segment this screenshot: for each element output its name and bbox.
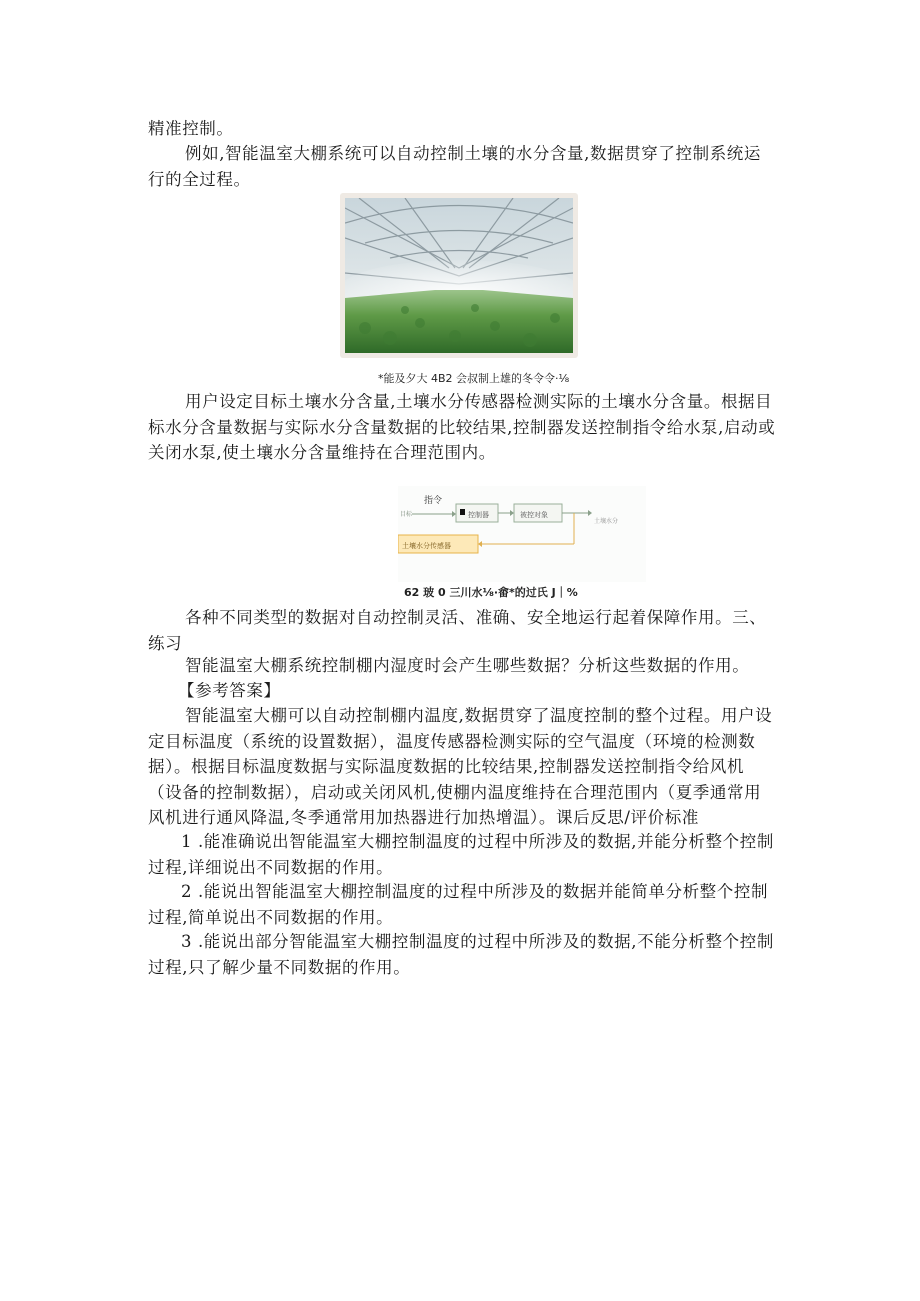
output-label: 土壤水分 — [594, 518, 619, 525]
controller-label: 控制器 — [468, 511, 489, 519]
answer-heading: 【参考答案】 — [178, 681, 281, 700]
figure2-caption: 62 玻 0 三川水⅛·畲*的过氏 J｜% — [404, 586, 578, 599]
paragraph-example: 例如,智能温室大棚系统可以自动控制土壤的水分含量,数据贯穿了控制系统运行的全过程。 — [148, 144, 761, 189]
plant-label: 被控对象 — [520, 511, 548, 519]
controller-marker-icon — [460, 509, 465, 515]
paragraph-data-role: 各种不同类型的数据对自动控制灵活、准确、安全地运行起着保障作用。三、练习 — [148, 608, 767, 653]
diagram-command-label: 指令 — [424, 496, 443, 506]
criterion-1: 1 .能准确说出智能温室大棚控制温度的过程中所涉及的数据,并能分析整个控制过程,详细说出不同数据的作用。 — [148, 832, 774, 877]
diagram-input-label: 目标 — [400, 511, 413, 518]
greenhouse-photo — [340, 193, 578, 358]
exercise-question: 智能温室大棚系统控制棚内湿度时会产生哪些数据？分析这些数据的作用。 — [185, 656, 750, 675]
figure1-caption: *能及夕大 4B2 会叔制上雄的冬令令·⅛ — [378, 372, 570, 385]
control-flow-diagram — [398, 486, 646, 582]
paragraph-soil-moisture: 用户设定目标土壤水分含量,土壤水分传感器检测实际的土壤水分含量。根据目标水分含量数据与实际水分含量数据的比较结果,控制器发送控制指令给水泵,启动或关闭水泵,使土壤水分含量维持在合理范围内。 — [148, 392, 776, 462]
paragraph-intro-end: 精准控制。 — [148, 119, 234, 138]
answer-text: 智能温室大棚可以自动控制棚内温度,数据贯穿了温度控制的整个过程。用户设定目标温度（系统的设置数据），温度传感器检测实际的空气温度（环境的检测数据）。根据目标温度数据与实际温度数据的比较结果,控制器发送控制指令给风机（设备的控制数据），启动或关闭风机,使棚内温度维持在合理范围内（夏季通常用风机进行通风降温,冬季通常用加热器进行加热增温）。课后反思/评价标准 — [148, 706, 773, 827]
criterion-3: 3 .能说出部分智能温室大棚控制温度的过程中所涉及的数据,不能分析整个控制过程,只了解少量不同数据的作用。 — [148, 932, 774, 977]
criterion-2: 2 .能说出智能温室大棚控制温度的过程中所涉及的数据并能简单分析整个控制过程,简单说出不同数据的作用。 — [148, 882, 769, 927]
sensor-label: 土壤水分传感器 — [402, 542, 451, 550]
greenhouse-image — [345, 198, 573, 353]
